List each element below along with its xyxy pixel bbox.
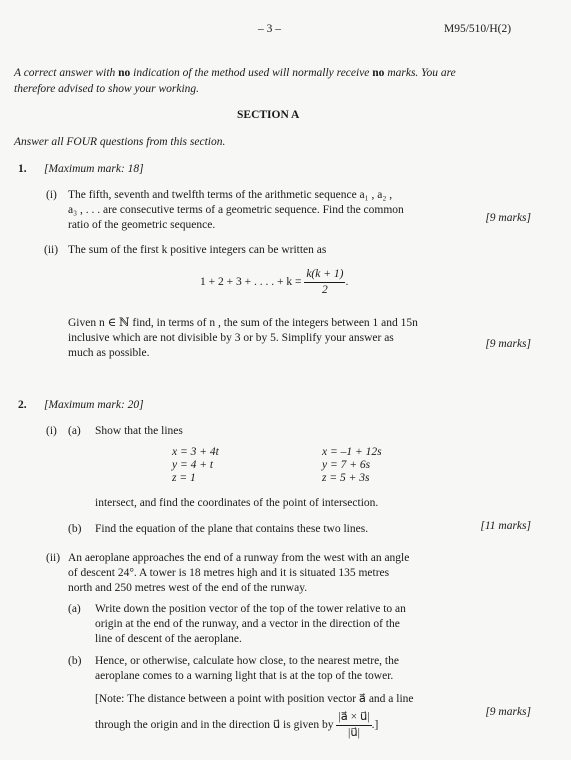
- intro-line-1: [14, 66, 544, 81]
- q1-number: 1.: [18, 163, 27, 175]
- equation: z = 1: [172, 472, 196, 484]
- q2-ia-text: Show that the lines: [95, 425, 183, 437]
- section-title: SECTION A: [237, 109, 300, 121]
- note-text: through the origin and in the direction u⃗ is given by: [95, 719, 334, 732]
- note-end: .]: [371, 719, 379, 732]
- intro-bold-no: no: [372, 67, 385, 79]
- q1-i-line: ratio of the geometric sequence.: [68, 219, 216, 231]
- note-numerator: |a⃗ × u⃗|: [336, 710, 371, 726]
- q1-ii-line: inclusive which are not divisible by 3 or by 5. Simplify your answer as: [68, 332, 394, 344]
- q2-ii-line: north and 250 metres west of the end of the runway.: [68, 582, 308, 594]
- q2-ii-marks: [9 marks]: [485, 706, 531, 718]
- q2-iib-line: Hence, or otherwise, calculate how close, to the nearest metre, the: [95, 655, 399, 667]
- q2-ia-label: (a): [68, 425, 81, 437]
- q1-ii-marks: [9 marks]: [485, 338, 531, 350]
- intro-text: A correct answer with: [14, 67, 119, 79]
- page-number: – 3 –: [258, 23, 281, 35]
- paper-code: M95/510/H(2): [444, 23, 512, 35]
- q2-iia-label: (a): [68, 603, 81, 615]
- q1-ii-line: Given n ∈ ℕ find, in terms of n , the sum of the integers between 1 and 15n: [68, 317, 418, 329]
- q1-i-line: The fifth, seventh and twelfth terms of the arithmetic sequence a₁ , a₂ ,: [68, 189, 393, 201]
- intro-line-2: therefore advised to show your working.: [14, 83, 200, 95]
- intro-bold-no: no: [118, 67, 131, 79]
- line-equations-2: [322, 446, 382, 485]
- q2-note-line: [Note: The distance between a point with position vector a⃗ and a line: [95, 693, 414, 705]
- formula-denominator: 2: [322, 284, 328, 296]
- q2-iib-label: (b): [68, 655, 82, 667]
- q2-ii-line: of descent 24°. A tower is 18 metres high and it is situated 135 metres: [68, 567, 390, 579]
- formula-end: .: [345, 276, 349, 289]
- equation: z = 5 + 3s: [322, 472, 370, 484]
- q2-intersect-text: intersect, and find the coordinates of the point of intersection.: [95, 497, 379, 509]
- q2-ib-text: Find the equation of the plane that contains these two lines.: [95, 523, 369, 535]
- q2-number: 2.: [18, 399, 27, 411]
- q1-i-line: a₃ , . . . are consecutive terms of a geometric sequence. Find the common: [68, 204, 404, 216]
- q1-i-label: (i): [46, 189, 57, 201]
- q1-formula: [200, 267, 348, 298]
- q2-iib-line: aeroplane comes to a warning light that is at the top of the tower.: [95, 670, 394, 682]
- q1-ii-line: The sum of the first k positive integers can be written as: [68, 244, 327, 256]
- formula-numerator: k(k + 1): [304, 267, 345, 283]
- equation: x = 3 + 4t: [172, 446, 219, 458]
- q2-max-mark: [Maximum mark: 20]: [44, 399, 144, 411]
- q2-ib-label: (b): [68, 523, 82, 535]
- equation: y = 4 + t: [172, 459, 214, 471]
- q2-iia-line: origin at the end of the runway, and a vector in the direction of the: [95, 618, 400, 630]
- q1-i-marks: [9 marks]: [485, 212, 531, 224]
- line-equations-1: [172, 446, 219, 485]
- formula-lhs: 1 + 2 + 3 + . . . . + k =: [200, 276, 302, 289]
- equation: x = –1 + 12s: [322, 446, 382, 458]
- q1-max-mark: [Maximum mark: 18]: [44, 163, 144, 175]
- q2-note-line-2: [95, 710, 378, 741]
- intro-text: indication of the method used will normally receive: [130, 67, 373, 79]
- note-denominator: |u⃗|: [348, 727, 360, 739]
- q2-ii-line: An aeroplane approaches the end of a runway from the west with an angle: [68, 552, 410, 564]
- q2-iia-line: line of descent of the aeroplane.: [95, 633, 242, 645]
- q1-ii-line: much as possible.: [68, 347, 150, 359]
- intro-text: marks. You are: [384, 67, 456, 79]
- instruction: Answer all FOUR questions from this section.: [14, 136, 226, 148]
- equation: y = 7 + 6s: [322, 459, 371, 471]
- q2-ii-label: (ii): [46, 552, 61, 564]
- q2-i-marks: [11 marks]: [480, 520, 531, 532]
- q2-iia-line: Write down the position vector of the top of the tower relative to an: [95, 603, 406, 615]
- q2-i-label: (i): [46, 425, 57, 437]
- q1-ii-label: (ii): [44, 244, 59, 256]
